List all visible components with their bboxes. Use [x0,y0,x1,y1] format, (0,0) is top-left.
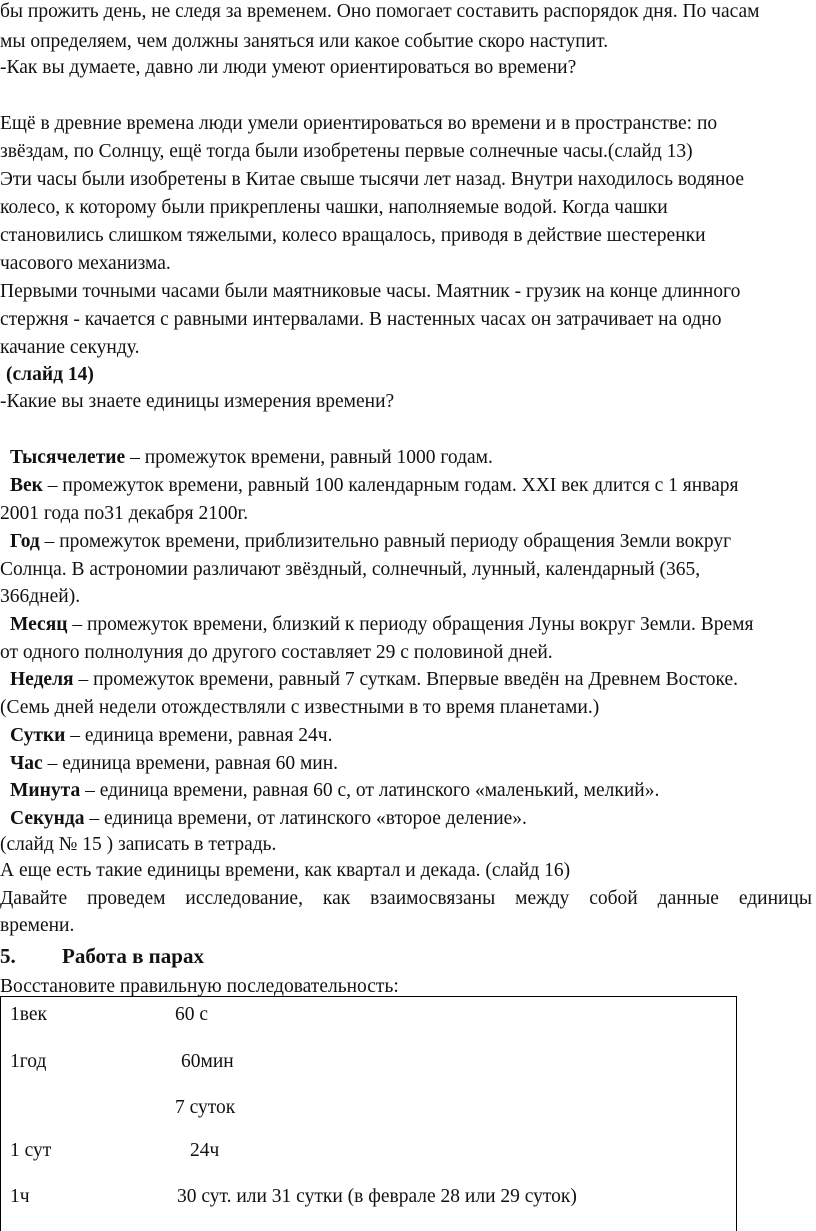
question-line: -Как вы думаете, давно ли люди умеют ориентироваться во времени? [0,57,577,78]
unit-definition: Минута – единица времени, равная 60 с, от латинского «маленький, мелкий». [10,780,660,801]
text-line: (Семь дней недели отождествляли с известными в то время планетами.) [0,697,600,718]
text-line: от одного полнолуния до другого составляет 29 с половиной дней. [0,642,553,663]
text-line: звёздам, по Солнцу, ещё тогда были изобретены первые солнечные часы.(слайд 13) [0,141,693,162]
unit-term: Сутки [10,725,66,746]
unit-term: Неделя [10,669,74,690]
section-number: 5. [0,944,16,968]
unit-term: Месяц [10,614,68,635]
slide-reference: (слайд № 15 ) записать в тетрадь. [0,834,277,855]
unit-definition: Век – промежуток времени, равный 100 календарным годам. XXI век длится с 1 января [10,475,739,496]
section-heading [0,943,204,969]
text-line: бы прожить день, не следя за временем. Оно помогает составить распорядок дня. По часам [0,1,760,22]
unit-term: Секунда [10,808,85,829]
text-line: 2001 года по31 декабря 2100г. [0,503,249,524]
unit-term: Век [10,475,43,496]
section-title: Работа в парах [62,944,204,968]
matching-table [0,996,737,1231]
table-cell-left: 1год [10,1051,47,1072]
question-line: -Какие вы знаете единицы измерения времени? [0,391,395,412]
text-line: Эти часы были изобретены в Китае свыше тысячи лет назад. Внутри находилось водяное [0,169,745,190]
text-line: Солнца. В астрономии различают звёздный, солнечный, лунный, календарный (365, [0,559,701,580]
table-cell-right: 24ч [190,1140,220,1161]
text-line: Первыми точными часами были маятниковые часы. Маятник - грузик на конце длинного [0,281,741,302]
text-line: Ещё в древние времена люди умели ориентироваться во времени и в пространстве: по [0,113,718,134]
table-cell-right: 30 сут. или 31 сутки (в феврале 28 или 29 суток) [177,1186,577,1207]
unit-definition: Секунда – единица времени, от латинского «второе деление». [10,808,527,829]
text-line: времени. [0,915,75,936]
table-cell-left: 1ч [10,1186,30,1207]
unit-definition: Час – единица времени, равная 60 мин. [10,753,339,774]
text-line: становились слишком тяжелыми, колесо вращалось, приводя в действие шестеренки [0,225,706,246]
text-line: колесо, к которому были прикреплены чашки, наполняемые водой. Когда чашки [0,197,668,218]
text-line: 366дней). [0,586,81,607]
text-line: А еще есть такие единицы времени, как квартал и декада. (слайд 16) [0,860,571,881]
unit-term: Тысячелетие [10,447,126,468]
text-line: Давайте проведем исследование, как взаимосвязаны между собой данные единицы [0,888,812,909]
unit-term: Год [10,531,40,552]
table-cell-right: 60 с [175,1004,209,1025]
text-line: стержня - качается с равными интервалами. В настенных часах он затрачивает на одно [0,309,722,330]
unit-definition: Неделя – промежуток времени, равный 7 суткам. Впервые введён на Древнем Востоке. [10,669,739,690]
text-line: мы определяем, чем должны заняться или какое событие скоро наступит. [0,31,609,52]
table-cell-right: 60мин [181,1051,234,1072]
unit-definition: Сутки – единица времени, равная 24ч. [10,725,333,746]
unit-term: Час [10,753,43,774]
table-cell-left: 1век [10,1004,47,1025]
text-line: часового механизма. [0,253,171,274]
slide-reference: (слайд 14) [6,364,94,385]
unit-definition: Тысячелетие – промежуток времени, равный 1000 годам. [10,447,493,468]
text-line: качание секунду. [0,337,140,358]
unit-definition: Месяц – промежуток времени, близкий к периоду обращения Луны вокруг Земли. Время [10,614,754,635]
unit-definition: Год – промежуток времени, приблизительно равный периоду обращения Земли вокруг [10,531,732,552]
task-text: Восстановите правильную последовательность: [0,976,399,997]
table-cell-left: 1 сут [10,1140,52,1161]
unit-term: Минута [10,780,81,801]
table-cell-right: 7 суток [175,1097,236,1118]
